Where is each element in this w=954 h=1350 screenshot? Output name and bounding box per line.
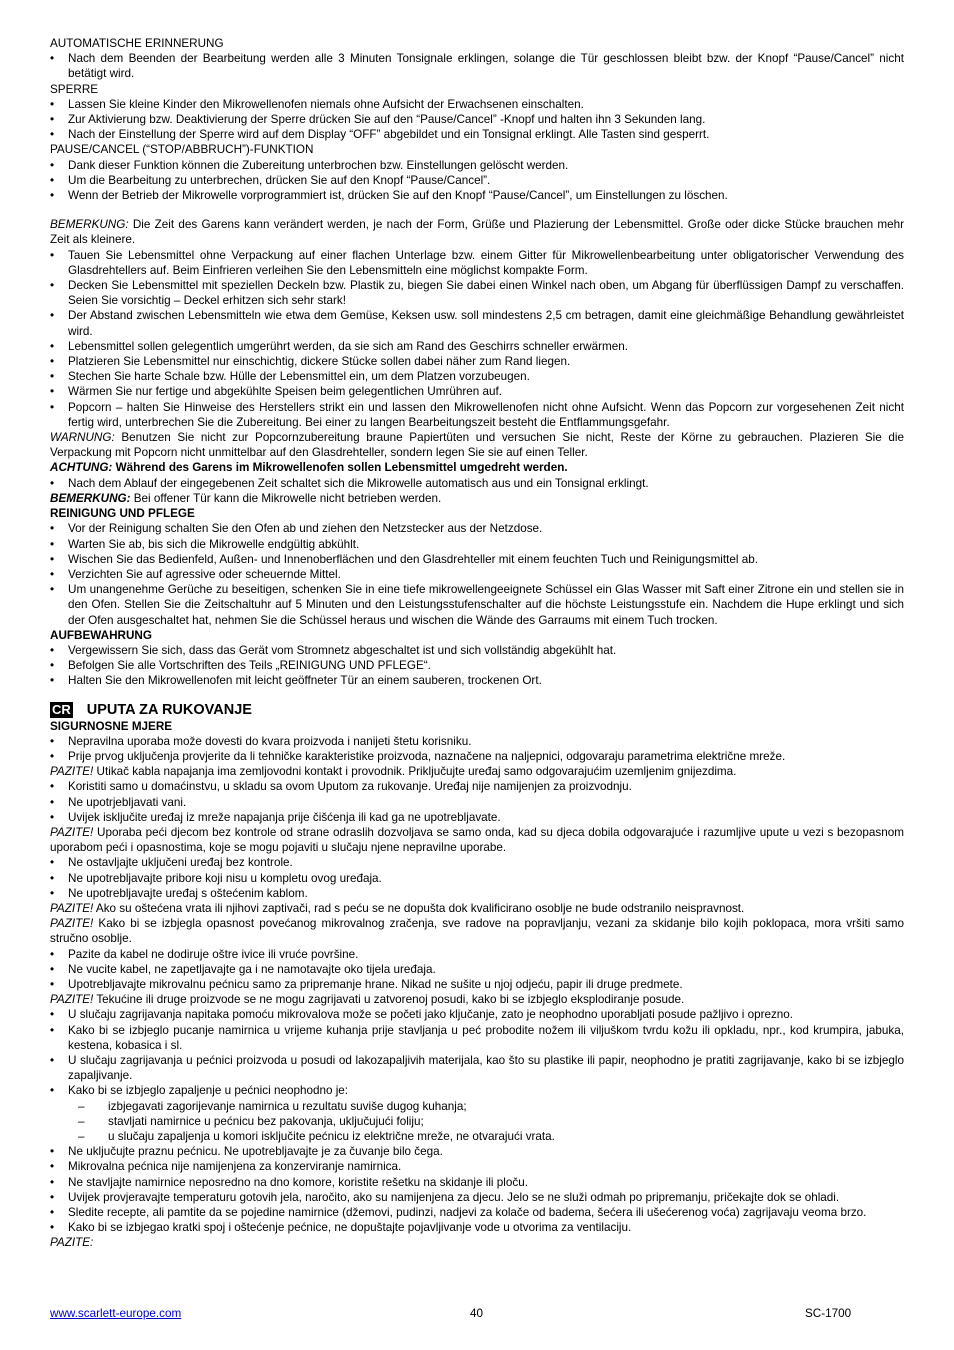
page-number: 40 — [470, 1307, 484, 1320]
list-item: • Platzieren Sie Lebensmittel nur einschichtig, dickere Stücke sollen dabei näher zum Rand liegen. — [50, 354, 904, 369]
list-item: • Nach dem Ablauf der eingegebenen Zeit schaltet sich die Mikrowelle automatisch aus und ein Tonsignal erklingt. — [50, 476, 904, 491]
attention-text: Während des Garens im Mikrowellenofen sollen Lebensmittel umgedreht werden. — [112, 461, 568, 475]
caution-text: Utikač kabla napajanja ima zemljovodni kontakt i provodnik. Priključujte uređaj samo odgovarajućim uzemljenim gnijezdima. — [93, 765, 737, 779]
list-item: • Nach dem Beenden der Bearbeitung werden alle 3 Minuten Tonsignale erklingen, solange die Tür geschlossen bleibt bzw. der Knopf “Pause/Cancel” nicht betätigt wird. — [50, 51, 904, 81]
list-item: • Um die Bearbeitung zu unterbrechen, drücken Sie auf den Knopf “Pause/Cancel”. — [50, 173, 904, 188]
dash-item: – izbjegavati zagorijevanje namirnica u rezultatu suviše dugog kuhanja; — [78, 1099, 904, 1114]
model-number: SC-1700 — [805, 1307, 852, 1320]
list-safety-4 — [50, 947, 904, 993]
caution-text: Uporaba peći djecom bez kontrole od strane odraslih dozvoljava se samo onda, kad su djeca dobila odgovarajuće i razumljive upute u vezi s bezopasnom uporabom peći i opasnostima, koje se mogu pojaviti u slučaju njene nepravilne uporabe. — [50, 825, 904, 855]
list-safety-5 — [50, 1007, 904, 1144]
note-paragraph — [50, 217, 904, 247]
heading-lock: SPERRE — [50, 82, 99, 96]
caution-label: PAZITE: — [50, 1236, 94, 1250]
list-item: • Zur Aktivierung bzw. Deaktivierung der Sperre drücken Sie auf den “Pause/Cancel” -Knopf und halten ihn 3 Sekunden lang. — [50, 112, 904, 127]
list-item: • Wischen Sie das Bedienfeld, Außen- und Innenoberflächen und den Glasdrehteller mit einem feuchten Tuch und Reinigungsmittel ab. — [50, 552, 904, 567]
caution-paragraph-last — [50, 1235, 904, 1250]
caution-label: PAZITE! — [50, 993, 94, 1007]
note-paragraph-2 — [50, 491, 904, 506]
list-item: • Kako bi se izbjeglo pucanje namirnica u vrijeme kuhanja prije stavljanja u peć probodite nožem ili viljuškom tvrdu kožu ili opkladu, npr., kod krumpira, jabuka, kestena, kobasica i sl. — [50, 1023, 904, 1053]
list-item: • Vor der Reinigung schalten Sie den Ofen ab und ziehen den Netzstecker aus der Netzdose. — [50, 521, 904, 536]
heading-safety: SIGURNOSNE MJERE — [50, 719, 173, 733]
warning-label: WARNUNG: — [50, 431, 115, 445]
list-item: • Der Abstand zwischen Lebensmitteln wie etwa dem Gemüse, Keksen usw. soll mindestens 2,5 cm betragen, damit eine gleichmäßige Behandlung gewährleistet wird. — [50, 308, 904, 338]
list-item: • Popcorn – halten Sie Hinweise des Herstellers strikt ein und lassen den Mikrowellenofen nicht ohne Aufsicht. Wenn das Popcorn zur vorgesehenen Zeit nicht fertig wird, unterbrechen Sie die Zubereitung. Bei einer zu langen Bearbeitungszeit besteht die Entflammungsgefahr. — [50, 400, 904, 430]
list-safety-6 — [50, 1144, 904, 1235]
list-item-text: Kako bi se izbjeglo zapaljenje u pećnici neophodno je: — [68, 1084, 349, 1098]
document-page — [50, 36, 904, 1251]
caution-label: PAZITE! — [50, 765, 94, 779]
list-item: • Tauen Sie Lebensmittel ohne Verpackung auf einer flachen Unterlage bzw. einem Gitter für Mikrowellenbearbeitung unter obligatorischer Verwendung des Glasdrehtellers auf. Beim Einfrieren verleihen Sie den Lebensmitteln eine möglichst kompakte Form. — [50, 248, 904, 278]
caution-paragraph — [50, 992, 904, 1007]
caution-paragraph — [50, 901, 904, 916]
list-item: • Stechen Sie harte Schale bzw. Hülle der Lebensmittel ein, um dem Platzen vorzubeugen. — [50, 369, 904, 384]
note-text: Die Zeit des Garens kann verändert werden, je nach der Form, Grüße und Plazierung der Lebensmittel. Große oder dicke Stücke brauchen mehr Zeit als kleinere. — [50, 218, 904, 247]
list-item: • Um unangenehme Gerüche zu beseitigen, schenken Sie in eine tiefe mikrowellengeeignete Schüssel ein Glas Wasser mit Saft einer Zitrone ein und stellen sie in den Ofen. Stellen Sie die Zeitschaltuhr auf 5 Minuten und den Leistungsstufenschalter auf die höchste Leistungsstufe ein. Nachdem die Hupe erklingt und sich der Ofen ausgeschaltet hat, nehmen Sie die Schüssel heraus und wischen die Wände des Garraums mit einem Tuch trocken. — [50, 582, 904, 628]
section-title-text: UPUTA ZA RUKOVANJE — [86, 701, 252, 718]
list-item: • U slučaju zagrijavanja u pećnici proizvoda u posudi od lakozapaljivih materijala, kao što su plastike ili papir, neophodno je pratiti zagrijavanje, kako bi se izbjeglo zapaljivanje. — [50, 1053, 904, 1083]
warning-paragraph — [50, 430, 904, 460]
warning-text: Benutzen Sie nicht zur Popcornzubereitung braune Papiertüten und versuchen Sie nicht, Reste der Körne zu gebrauchen. Plazieren Sie die Verpackung mit Popcorn nicht unmittelbar auf den Glasdrehteller, sondern legen Sie sie auf einen Teller. — [50, 431, 904, 460]
list-item: • Uvijek isključite uređaj iz mreže napajanja prije čišćenja ili kad ga ne upotrebljavate. — [50, 810, 904, 825]
heading-pause-cancel: PAUSE/CANCEL (“STOP/ABBRUCH”)-FUNKTION — [50, 143, 314, 157]
list-fire-prevention — [68, 1099, 904, 1145]
caution-text: Kako bi se izbjegla opasnost povećanog mikrovalnog zračenja, sve radove na popravljanju, vezani za skidanje bilo kojih poklopaca, mora vršiti samo stručno osoblje. — [50, 917, 904, 946]
list-item: • Lebensmittel sollen gelegentlich umgerührt werden, da sie sich am Rand des Geschirrs schneller erwärmen. — [50, 339, 904, 354]
caution-label: PAZITE! — [50, 825, 94, 839]
list-item: • Nach der Einstellung der Sperre wird auf dem Display “OFF” abgebildet und ein Tonsignal erklingt. Alle Tasten sind gesperrt. — [50, 127, 904, 142]
caution-paragraph — [50, 825, 904, 855]
list-item: • Ne upotrebljavajte pribore koji nisu u kompletu ovog uređaja. — [50, 871, 904, 886]
list-item: • Ne stavljajte namirnice neposredno na dno komore, koristite rešetku na skidanje ili ploču. — [50, 1175, 904, 1190]
language-badge: CR — [52, 701, 71, 717]
list-item: • Verzichten Sie auf agressive oder scheuernde Mittel. — [50, 567, 904, 582]
attention-paragraph — [50, 460, 904, 475]
list-storage — [50, 643, 904, 689]
list-auto-reminder — [50, 51, 904, 81]
list-item: • Befolgen Sie alle Vortschriften des Teils „REINIGUNG UND PFLEGE“. — [50, 658, 904, 673]
list-cooking-tips — [50, 248, 904, 430]
list-item: • Ne vucite kabel, ne zapetljavajte ga i ne namotavajte oko tijela uređaja. — [50, 962, 904, 977]
list-safety-3 — [50, 855, 904, 901]
list-item: • Vergewissern Sie sich, dass das Gerät vom Stromnetz abgeschaltet ist und sich vollständig abgekühlt hat. — [50, 643, 904, 658]
note-label: BEMERKUNG: — [50, 491, 131, 505]
list-item: • Decken Sie Lebensmittel mit speziellen Deckeln bzw. Plastik zu, biegen Sie dabei einen Winkel nach oben, um Abgang für überflüssigen Dampf zu verschaffen. Seien Sie vorsichtig – Deckel erhitzen sich sehr stark! — [50, 278, 904, 308]
list-item: • Sledite recepte, ali pamtite da se pojedine namirnice (džemovi, pudinzi, nadjevi za kolače od badema, šećera ili ušećerenog voća) zagrijavaju veoma brzo. — [50, 1205, 904, 1220]
list-item: • Upotrebljavajte mikrovalnu pećnicu samo za pripremanje hrane. Nikad ne sušite u njoj odjeću, papir ili druge predmete. — [50, 977, 904, 992]
caution-text: Tekućine ili druge proizvode se ne mogu zagrijavati u zatvorenoj posudi, kako bi se izbjeglo eksplodiranje posude. — [93, 993, 685, 1007]
list-item: • Ne ostavljajte uključeni uređaj bez kontrole. — [50, 855, 904, 870]
list-item: • Koristiti samo u domaćinstvu, u skladu sa ovom Uputom za rukovanje. Uređaj nije namijenjen za proizvodnju. — [50, 779, 904, 794]
attention-label: ACHTUNG: — [50, 461, 113, 475]
list-item: • Warten Sie ab, bis sich die Mikrowelle endgültig abkühlt. — [50, 537, 904, 552]
caution-label: PAZITE! — [50, 917, 94, 931]
list-item: • Kako bi se izbjegao kratki spoj i oštećenje pećnice, ne dopuštajte pojavljivanje vode u otvorima za ventilaciju. — [50, 1220, 904, 1235]
list-pause-cancel — [50, 158, 904, 204]
list-item: • Ne upotrjebljavati vani. — [50, 795, 904, 810]
list-item: • Uvijek provjeravajte temperaturu gotovih jela, naročito, ako su namijenjena za djecu. Jelo se ne služi odmah po pripremanju, pričekajte dok se ohladi. — [50, 1190, 904, 1205]
list-lock — [50, 97, 904, 143]
list-item: • Prije prvog uključenja provjerite da li tehničke karakteristike proizvoda, naznačene na naljepnici, odgovaraju parametrima električne mreže. — [50, 749, 904, 764]
heading-cleaning: REINIGUNG UND PFLEGE — [50, 507, 195, 521]
list-item: • Ne uključujte praznu pećnicu. Ne upotrebljavajte je za čuvanje bilo čega. — [50, 1144, 904, 1159]
list-item: • Wenn der Betrieb der Mikrowelle vorprogrammiert ist, drücken Sie auf den Knopf “Pause/Cancel”, um Einstellungen zu löschen. — [50, 188, 904, 203]
dash-item: – stavljati namirnice u pećnicu bez pakovanja, uključujući foliju; — [78, 1114, 904, 1129]
list-item: • Nepravilna uporaba može dovesti do kvara proizvoda i nanijeti štetu korisniku. — [50, 734, 904, 749]
dash-item: – u slučaju zapaljenja u komori isključite pećnicu iz električne mreže, ne otvarajući vrata. — [78, 1129, 904, 1144]
caution-paragraph — [50, 764, 904, 779]
heading-auto-reminder: AUTOMATISCHE ERINNERUNG — [50, 37, 224, 50]
list-item: • Dank dieser Funktion können die Zubereitung unterbrochen bzw. Einstellungen gelöscht werden. — [50, 158, 904, 173]
list-item: • Lassen Sie kleine Kinder den Mikrowellenofen niemals ohne Aufsicht der Erwachsenen einschalten. — [50, 97, 904, 112]
list-item: • U slučaju zagrijavanja napitaka pomoću mikrovalova može se početi jako ključanje, zato je neophodno uporabljati posude pažljivo i oprezno. — [50, 1007, 904, 1022]
list-safety-2 — [50, 779, 904, 825]
note-label: BEMERKUNG: — [50, 218, 129, 232]
section-title-cr — [50, 701, 904, 719]
caution-text: Ako su oštećena vrata ili njihovi zaptivači, rad s peću se ne dopušta dok kvalificirano osoblje ne bude odstranilo neispravnost. — [93, 901, 745, 915]
spacer — [50, 203, 904, 217]
list-item: • Pazite da kabel ne dodiruje oštre ivice ili vruće površine. — [50, 947, 904, 962]
list-cleaning — [50, 521, 904, 627]
caution-paragraph — [50, 916, 904, 946]
list-item: • Mikrovalna pećnica nije namijenjena za konzerviranje namirnica. — [50, 1159, 904, 1174]
heading-storage: AUFBEWAHRUNG — [50, 628, 152, 642]
caution-label: PAZITE! — [50, 901, 94, 915]
note-text: Bei offener Tür kann die Mikrowelle nicht betrieben werden. — [130, 491, 442, 505]
list-after-cooking — [50, 476, 904, 491]
list-item: • Ne upotrebljavajte uređaj s oštećenim kablom. — [50, 886, 904, 901]
list-item: • Wärmen Sie nur fertige und abgekühlte Speisen beim gelegentlichen Umrühren auf. — [50, 384, 904, 399]
list-safety-1 — [50, 734, 904, 764]
list-item — [50, 1083, 904, 1144]
list-item: • Halten Sie den Mikrowellenofen mit leicht geöffneter Tür an einem sauberen, trockenen Ort. — [50, 673, 904, 688]
website-link[interactable]: www.scarlett-europe.com — [50, 1307, 182, 1320]
